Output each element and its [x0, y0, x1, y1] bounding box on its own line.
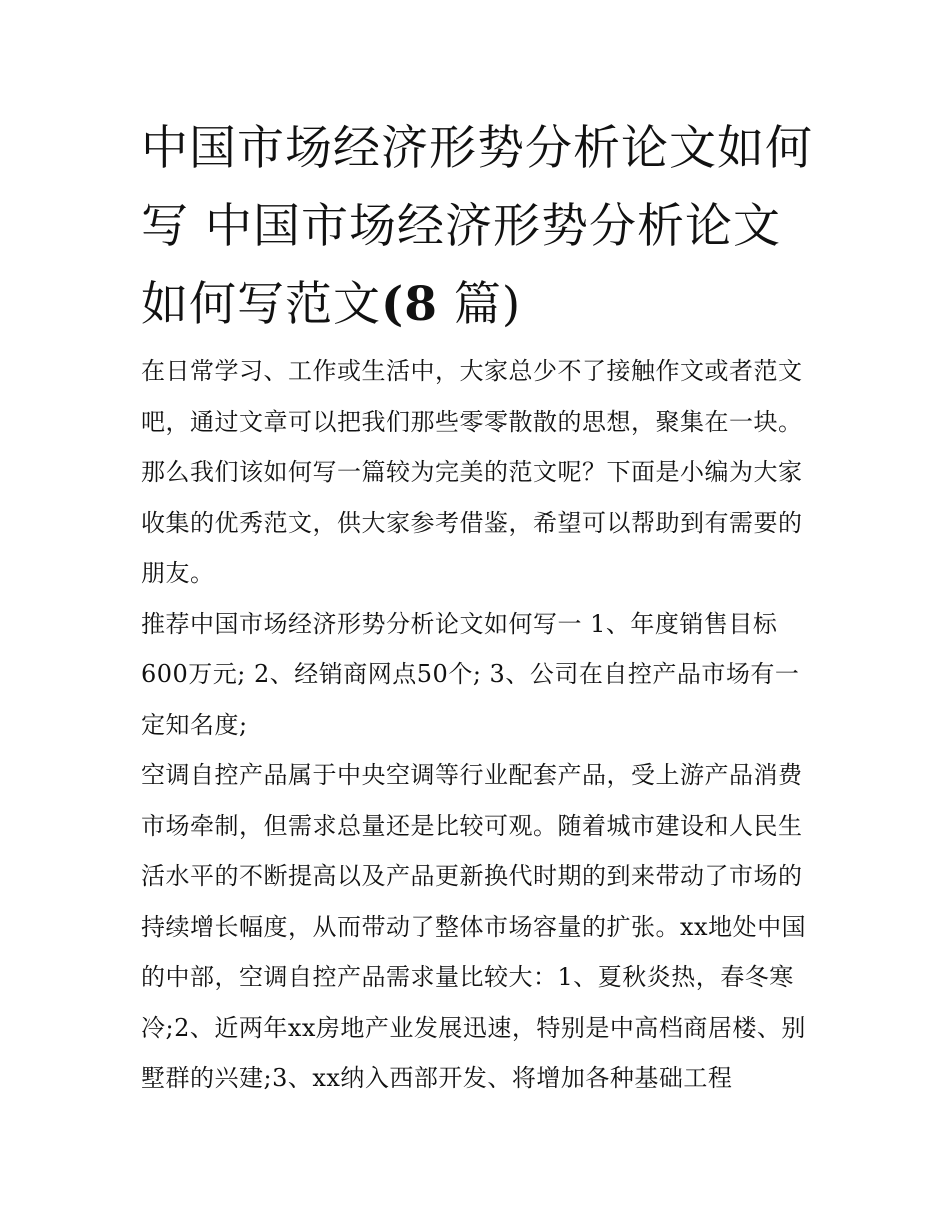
market-paragraph: 空调自控产品属于中央空调等行业配套产品，受上游产品消费市场牵制，但需求总量还是比较可观。随着城市建设和人民生活水平的不断提高以及产品更新换代时期的到来带动了市场的持续增长幅度，从而带动了整体市场容量的扩张。xx地处中国的中部，空调自控产品需求量比较大：1、夏秋炎热，春冬寒冷;2、近两年xx房地产业发展迅速，特别是中高档商居楼、别墅群的兴建;3、xx纳入西部开发、将增加各种基础工程 [141, 761, 807, 1092]
document-page [141, 110, 813, 1104]
title-tail: 篇) [453, 277, 522, 332]
document-title [141, 110, 813, 344]
intro-paragraph: 在日常学习、工作或生活中，大家总少不了接触作文或者范文吧，通过文章可以把我们那些零零散散的思想，聚集在一块。那么我们该如何写一篇较为完美的范文呢？下面是小编为大家收集的优秀范文，供大家参考借鉴，希望可以帮助到有需要的朋友。 [141, 357, 803, 587]
goals-paragraph: 推荐中国市场经济形势分析论文如何写一 1、年度销售目标600万元; 2、经销商网点50个; 3、公司在自控产品市场有一定知名度; [141, 609, 800, 739]
title-main: 中国市场经济形势分析论文如何写 中国市场经济形势分析论文如何写范文 [141, 121, 813, 332]
title-count: (8 [381, 277, 438, 332]
